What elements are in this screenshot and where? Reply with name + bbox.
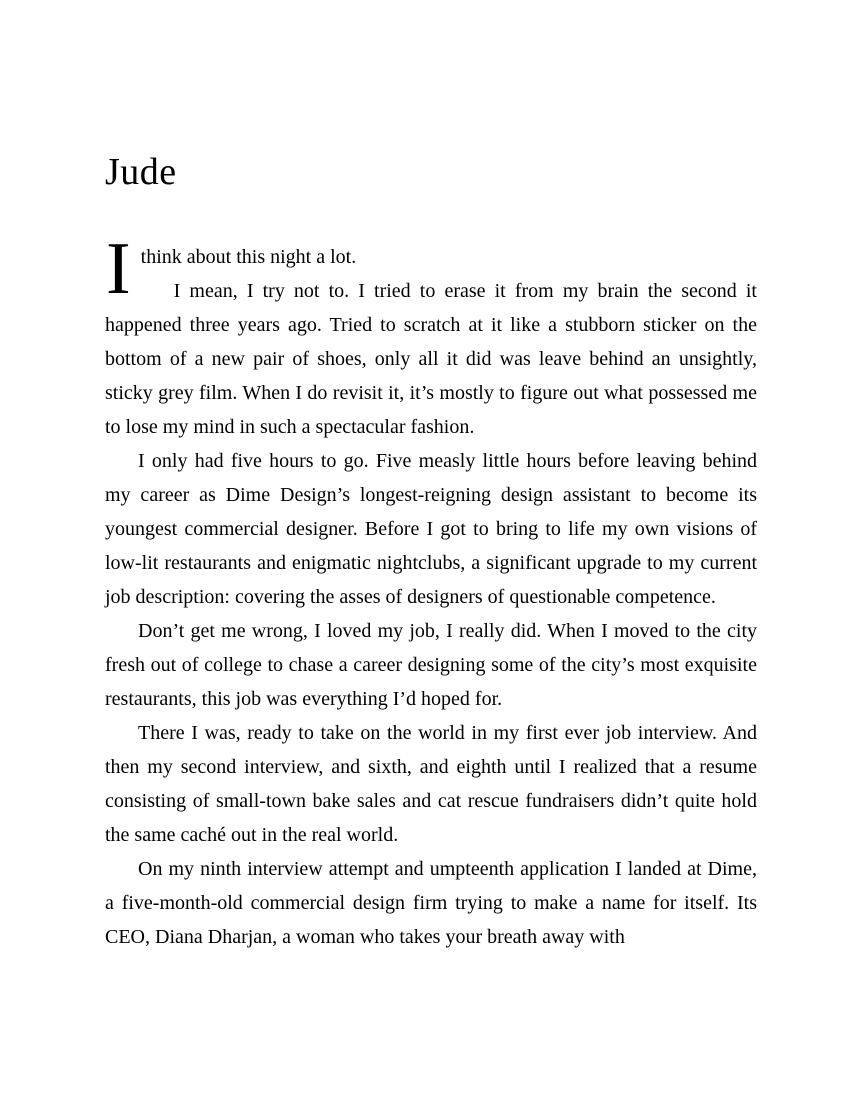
paragraph: I mean, I try not to. I tried to erase it from my brain the second it happened three years ago. Tried to scratch at it like a stubborn sticker on the bottom of a new pair of shoes, only all it did was leave behind an unsightly, sticky grey film. When I do revisit it, it’s mostly to figure out what possessed me to lose my mind in such a spectacular fashion. xyxy=(105,280,757,438)
chapter-body xyxy=(105,228,757,954)
paragraph: I only had five hours to go. Five measly little hours before leaving behind my career as Dime Design’s longest-reigning design assistant to become its youngest commercial designer. Before I got to bring to life my own visions of low-lit restaurants and enigmatic nightclubs, a significant upgrade to my current job description: covering the asses of designers of questionable competence. xyxy=(105,450,757,608)
paragraph: There I was, ready to take on the world in my first ever job interview. And then my second interview, and sixth, and eighth until I realized that a resume consisting of small-town bake sales and cat rescue fundraisers didn’t quite hold the same caché out in the real world. xyxy=(105,722,757,846)
paragraph-opening xyxy=(105,228,757,310)
opening-line-text: think about this night a lot. xyxy=(140,246,357,268)
paragraph: On my ninth interview attempt and umpteenth application I landed at Dime, a five-month-old commercial design firm trying to make a name for itself. Its CEO, Diana Dharjan, a woman who takes your breath away with xyxy=(105,858,757,948)
paragraph: Don’t get me wrong, I loved my job, I really did. When I moved to the city fresh out of college to chase a career designing some of the city’s most exquisite restaurants, this job was everything I’d hoped for. xyxy=(105,620,757,710)
drop-cap: I xyxy=(106,228,131,310)
chapter-title: Jude xyxy=(105,151,177,193)
